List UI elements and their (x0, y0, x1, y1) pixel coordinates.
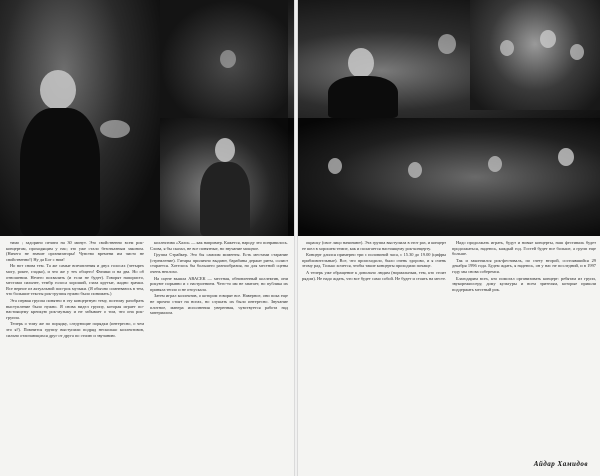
performer-hand (100, 120, 130, 138)
performer-head (348, 48, 374, 78)
paragraph: тимо ; задорино печати на 30 минут. Это свойственно всем рок-концертам, проходящим у нас; это уже стало безотказным законом. (Ничего не значит организаторы! Чувство времени им чисто не свойственно!) Ну да Бог с ним! (6, 240, 144, 262)
person-head (540, 30, 556, 48)
paragraph: окраску (свое лицо начинают). Эта группа выступила в этот раз, и концерт ее шел в хорошем темпе, как и полагается настоящему рок-концерту. (302, 240, 446, 251)
performer-head (40, 70, 76, 110)
photo-full-band (288, 118, 600, 236)
person-head (500, 40, 514, 56)
performer-head (215, 138, 235, 162)
performer-body (200, 162, 250, 236)
paragraph: На сцене вышла АВАСЕК — местная, обновленный коллектив, они рокуют порывно и с настроением. Чего-то им не хватает, но публика их приняла тепло и не отпускала. (150, 275, 288, 292)
performer-head (220, 50, 236, 68)
paragraph: коллектива «Хали» — как например. Кажется, народу это понравилось. Слова, я бы сказал, не все понятные, но звучание мощное. (150, 240, 288, 251)
paragraph: А теперь уже обращение к довольно людям (нормальным, тем, кто стоит рядом). Не надо ждать, что все будет само собой. Не будет и стоять на месте. (302, 269, 446, 281)
paragraph: Но вот снова тем. Та же самые впечатления и двух голосах (четырех могу, рокее, гладко), и что же у тех общего! Физики и на два. Но об отношении. Нечего похвалить (и если не будет). Говорят напористо, местами сильнее, тембр голоса хороший, глаза крутые, жадно зрачки. Все верное из актуальной поп-рок музыки. (Я обычно сомневаюсь в тем, что большие тексты рок-группы нужно было понимать.) (6, 263, 144, 297)
performer-head (328, 158, 342, 174)
article-column-3 (302, 240, 446, 450)
paragraph: Концерт длился примерно три с половиной часа, с 15.30 до 19.00 (цифры приблизительные). Все, что происходило, было очень здорово, и я очень этому рад. Только хочется, чтобы такие концерты проходили почаще. (302, 252, 446, 269)
article-column-2 (150, 240, 288, 466)
paragraph: Эта первая группа понятно в эту концертную тему, поэтому разобрать выступление было нужно. Я снова видел группу, которая играет по-настоящему крепкую рок-музыку и не забывает о том, что она рок-группа. (6, 297, 144, 320)
article-column-1 (6, 240, 144, 466)
person-head (570, 44, 584, 60)
paragraph: Так и закончился рок-фестиваль, по счету второй, состоявшийся 29 декабря 1996 года. Будем ждать, я надеюсь, он у нас не последний, и в 1997 году мы снова соберемся. (452, 257, 596, 274)
paragraph: Надо продолжать играть, будут и новые концерты, наш фестиваль будет продолжаться, надеюсь, каждый год. Гостей будет все больше, а групп еще больше. (452, 240, 596, 257)
concert-photo-collage (0, 0, 600, 236)
performer-head (488, 156, 502, 172)
performer-body (328, 76, 398, 118)
article-column-4 (452, 240, 596, 450)
paragraph: Теперь о тому же по порядку, следующие порядки (интересно, о чем это я?). Помнится группу выступили подряд несколько коллективов, сильно отличающихся друг от друга по стилю и звучанию. (6, 321, 144, 338)
page-fold (294, 0, 298, 476)
paragraph: Благодарим всех, кто помогал организовать концерт: ребятам из групп, звукорежиссеру, дому культуры и всем зрителям, которые пришли поддержать местный рок. (452, 275, 596, 292)
photo-vocalist (0, 0, 160, 236)
paragraph: Затем играл коллектив, о котором говорят все. Наверное, они пока еще не прочно стоят на ногах, но слушать их было интересно. Звучание плотное, манера исполнения уверенная, чувствуется работа над материалом. (150, 293, 288, 316)
performer-head (408, 162, 422, 178)
photo-stage-dark (160, 0, 288, 118)
paragraph: Группа Страйкер. Это бы самоим моменты. Есть местами старание (стремление). Гитары прилично выдают, барабаны держат ритм, солист старается. Хотелось бы большего разнообразия, но для местной сцены очень неплохо. (150, 252, 288, 274)
performer-head (438, 34, 456, 54)
author-signature: Айдар Хамидов (533, 460, 588, 468)
photo-audience (470, 0, 600, 110)
photo-guitarist (160, 118, 288, 236)
performer-head (558, 148, 574, 166)
performer-body (20, 108, 100, 236)
